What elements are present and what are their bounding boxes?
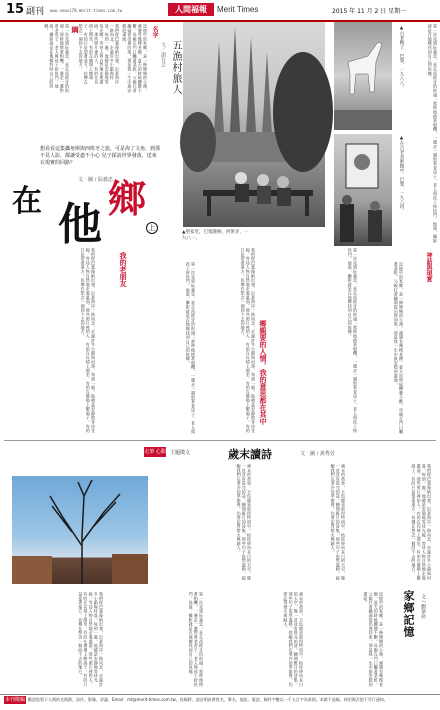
poem-column-b: 歲末的黃昏，天色總是暗得特別早。枯枝伸向灰白的天空，像一首沒有寫完的詩。翻開舊日的詩集，那些句子依然溫熱，提醒我們在寒冷的季節裡，仍要記得燈火與歸人。: [330, 464, 346, 581]
footer-text: 歡迎您寫下人間的光與熱，詩作、影像、評論，Email：mt@merit-times.com.tw。投稿時，請註明真實姓名、筆名、地址、電話，稿件字數以一千五百字為原則。本報不退稿，採用與否恕不另行通知。: [28, 697, 388, 702]
section-name: 副刊: [26, 7, 45, 17]
intro-text: 想看看這集攝角斯與西班牙之旅，可是海了文角，到那不見人影，都讓受盡不小心 兒子採訪世界發落，送來在現實的回路？: [40, 146, 161, 166]
mini-sidebar-label: 名字: [151, 26, 158, 38]
poem-title: 歲末讀詩: [228, 448, 272, 461]
lower-column-b: 第一次見到阮義忠，是在西班牙的街頭；那時他揹著相機，一邊走一邊對著老房子、老人與孩子按快門。他說，攝影就是在他鄉找回自己的故鄉。: [188, 592, 204, 687]
column-title: 家鄉記憶: [402, 590, 415, 638]
photo-caption-3: ▲在古老美術館中，巴黎，一九八四。: [399, 136, 404, 213]
article-column-e: 記憶中的家鄉，是一條彎彎的小溪，溪邊有幾棵老樹，夏天的時候蟬聲不斷。母親在門口曬著菜乾，父親扛著鋤頭從田裡回來，那是我一生中最安穩的畫面。: [393, 262, 404, 434]
website-link[interactable]: www.newsi78.merit-times.com.tw: [50, 8, 123, 13]
footer-tag: 本刊徵稿: [4, 697, 25, 703]
left-column-text: 第一次見到阮義忠，是在西班牙的街頭；那時他揹著相機，一邊走一邊對著老房子、老人與孩子按快門。他說，攝影就是在他鄉找回自己的故鄉。: [44, 24, 70, 93]
lower-column-d: 記憶中的家鄉，是一條彎彎的小溪，溪邊有幾棵老樹，夏天的時候蟬聲不斷。母親在門口曬著菜乾，父親扛著鋤頭從田裡回來，那是我一生中最安穩的畫面。: [363, 592, 384, 687]
newspaper-logo: 人間福報: [168, 3, 214, 16]
museum-photo: [334, 134, 392, 246]
poem-tag: 走筆 心動: [144, 449, 166, 455]
author-section-title: 我的老朋友: [119, 252, 128, 287]
sidebar-section-title: 神話與現實: [425, 252, 432, 282]
page-number: 15: [6, 2, 25, 17]
museum-scene: [334, 134, 392, 246]
lower-column-c: 歲末的黃昏，天色總是暗得特別早。枯枝伸向灰白的天空，像一首沒有寫完的詩。翻開舊日的詩集，那些句子依然溫熱，提醒我們在寒冷的季節裡，仍要記得燈火與歸人。: [283, 592, 304, 687]
unicorn-photo: [334, 22, 392, 130]
sidebar-byline: 文／謝有芸: [160, 42, 166, 67]
unicorn-figure: [334, 22, 392, 130]
feature-title-char-3: 鄉: [108, 176, 147, 221]
poem-tag-sub: 主題徵文: [170, 450, 191, 456]
feature-title-suffix: 上: [146, 222, 158, 234]
section-divider: [4, 440, 436, 441]
article-column-c: 我們從巴塞隆納出發，沿著海岸一路向北，走過許多小鎮與村落。每到一處，他總是安靜地等待光線，等待人物自然地走進畫面。那些照片裡的人，有的在長椅上閒坐，有的在廣場上餵鴿子，有的只是望著遠方，彷彿在想念一個回不去的地方。: [240, 248, 256, 433]
photo-caption-1: ▲聖家堂，巴塞隆納，西班牙，一九八一。: [182, 230, 249, 241]
sagrada-familia-photo: [183, 22, 325, 227]
poem-byline: 文‧圖 / 黃秀芳: [300, 451, 335, 457]
lower-column-a: 我們從巴塞隆納出發，沿著海岸一路向北，走過許多小鎮與村落。每到一處，他總是安靜地等待光線，等待人物自然地走進畫面。那些照片裡的人，有的在長椅上閒坐，有的在廣場上餵鴿子，有的只是望著遠方，彷彿在想念一個回不去的地方。: [78, 592, 104, 687]
column-byline: 文 / 劉華珍: [420, 594, 426, 619]
poem-column-c: 我們從巴塞隆納出發，沿著海岸一路向北，走過許多小鎮與村落。每到一處，他總是安靜地等待光線，等待人物自然地走進畫面。那些照片裡的人，有的在長椅上閒坐，有的在廣場上餵鴿子，有的只是望著遠方，彷彿在想念一個回不去的地方。: [411, 464, 432, 581]
issue-date: 2015 年 11 月 2 日 星期一: [332, 8, 407, 15]
pull-quote: 鄉親要的人情，我的意思都在其中: [259, 320, 268, 425]
article-column-b: 第一次見到阮義忠，是在西班牙的街頭；那時他揹著相機，一邊走一邊對著老房子、老人與孩子按快門。他說，攝影就是在他鄉找回自己的故鄉。: [185, 262, 196, 434]
tree-photo: [12, 476, 148, 584]
poem-column-a: 歲末的黃昏，天色總是暗得特別早。枯枝伸向灰白的天空，像一首沒有寫完的詩。翻開舊日的詩集，那些句子依然溫熱，提醒我們在寒冷的季節裡，仍要記得燈火與歸人。: [236, 464, 252, 581]
feature-byline: 文‧圖 / 阮義忠: [78, 177, 113, 183]
photo-scene: [183, 22, 325, 227]
right-edge-text: 第一次見到阮義忠，是在西班牙的街頭；那時他揹著相機，一邊走一邊對著老房子、老人與孩子按快門。他說，攝影就是在他鄉找回自己的故鄉。: [427, 24, 438, 244]
sidebar-title: 五漁村旅人: [170, 40, 181, 95]
feature-title-char-2: 他: [58, 199, 102, 250]
article-column-d: 第一次見到阮義忠，是在西班牙的街頭；那時他揹著相機，一邊走一邊對著老房子、老人與孩子按快門。他說，攝影就是在他鄉找回自己的故鄉。: [347, 248, 358, 433]
left-column-text-3: 記憶中的家鄉，是一條彎彎的小溪，溪邊有幾棵老樹，夏天的時候蟬聲不斷。母親在門口曬著菜乾，父親扛著鋤頭從田裡回來，那是我一生中最安穩的畫面。: [122, 24, 148, 93]
photo-caption-2: ▲古老鴨子．巴黎．一九八八。: [399, 26, 404, 90]
feature-title-char-1: 在: [12, 184, 42, 219]
left-column-text-2: 我們從巴塞隆納出發，沿著海岸一路向北，走過許多小鎮與村落。每到一處，他總是安靜地等待光線，等待人物自然地走進畫面。那些照片裡的人，有的在長椅上閒坐，有的在廣場上餵鴿子，有的只是望著遠方，彷彿在想念一個回不去的地方。: [78, 24, 120, 85]
tree-silhouette: [12, 476, 148, 584]
brand-name: Merit Times: [217, 5, 259, 14]
article-column-a: 我們從巴塞隆納出發，沿著海岸一路向北，走過許多小鎮與村落。每到一處，他總是安靜地等待光線，等待人物自然地走進畫面。那些照片裡的人，有的在長椅上閒坐，有的在廣場上餵鴿子，有的只是望著遠方，彷彿在想念一個回不去的地方。: [80, 248, 96, 433]
mini-sidebar-title: 綱: [71, 26, 80, 33]
